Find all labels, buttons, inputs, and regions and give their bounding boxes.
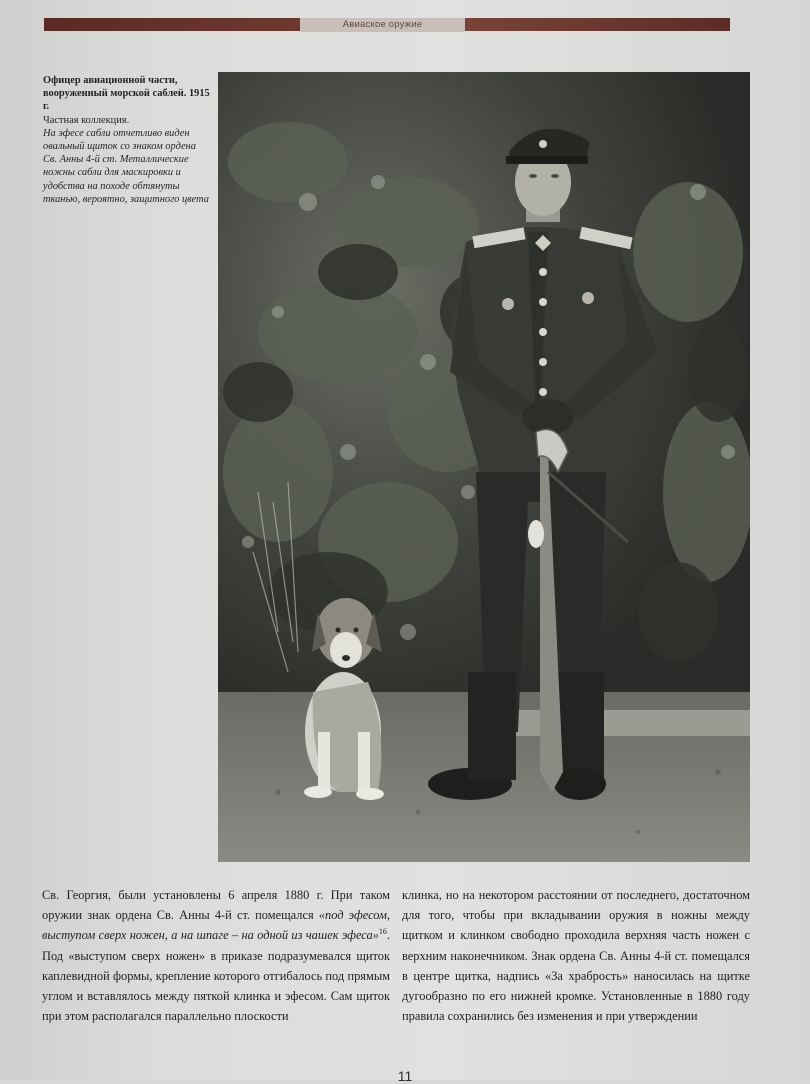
- caption-title: Офицер авиационной части, вооруженный морской саблей. 1915 г.: [43, 75, 210, 113]
- body-paragraph-left: [42, 885, 390, 1026]
- body-quote: «под эфесом, выступом сверх ножен, а на шпаге – на одной из чашек эфеса»: [42, 908, 391, 943]
- dog-figure: [304, 598, 384, 800]
- photo-caption: [43, 74, 211, 206]
- running-header: Авиаское оружие: [342, 19, 423, 30]
- caption-source: Частная коллекция.: [43, 114, 130, 126]
- page-number: 11: [397, 1068, 413, 1084]
- photo-illustration: [218, 72, 750, 862]
- body-text-left-column: [42, 885, 390, 1026]
- body-paragraph-right: клинка, но на некотором расстоянии от последнего, достаточном для того, чтобы при вкладывании оружия в ножны между щитком и клинком свободно проходила верхняя часть ножен с верхним наконечником. Знак ордена Св. Анны 4-й ст. помещался в центре щитка, надпись «За храбрость» наносилась на щитке дугообразно по его нижней кромке. Установленные в 1880 году правила сохранились без изменения и при утверждении: [402, 888, 750, 1024]
- historical-photo: [218, 72, 750, 862]
- body-text-right-column: [402, 885, 750, 1026]
- footnote-ref[interactable]: 16: [378, 927, 387, 937]
- caption-description: На эфесе сабли отчетливо виден овальный щиток со знаком ордена Св. Анны 4-й ст. Металлические ножны сабли для маскировки и удобства на походе обтянуты тканью, вероятно, защитного цвета: [43, 127, 209, 205]
- body-text-segment: . Под «выступом сверх ножен» в приказе подразумевался щиток каплевидной формы, крепление которого отгибалось под прямым углом и вставлялось между пяткой клинка и эфесом. Сам щиток при этом располагался параллельно плоскости: [42, 928, 390, 1024]
- body-text-segment: Св. Георгия, были установлены 6 апреля 1880 г. При таком оружии знак ордена Св. Анны 4-й ст. помещался: [42, 888, 390, 923]
